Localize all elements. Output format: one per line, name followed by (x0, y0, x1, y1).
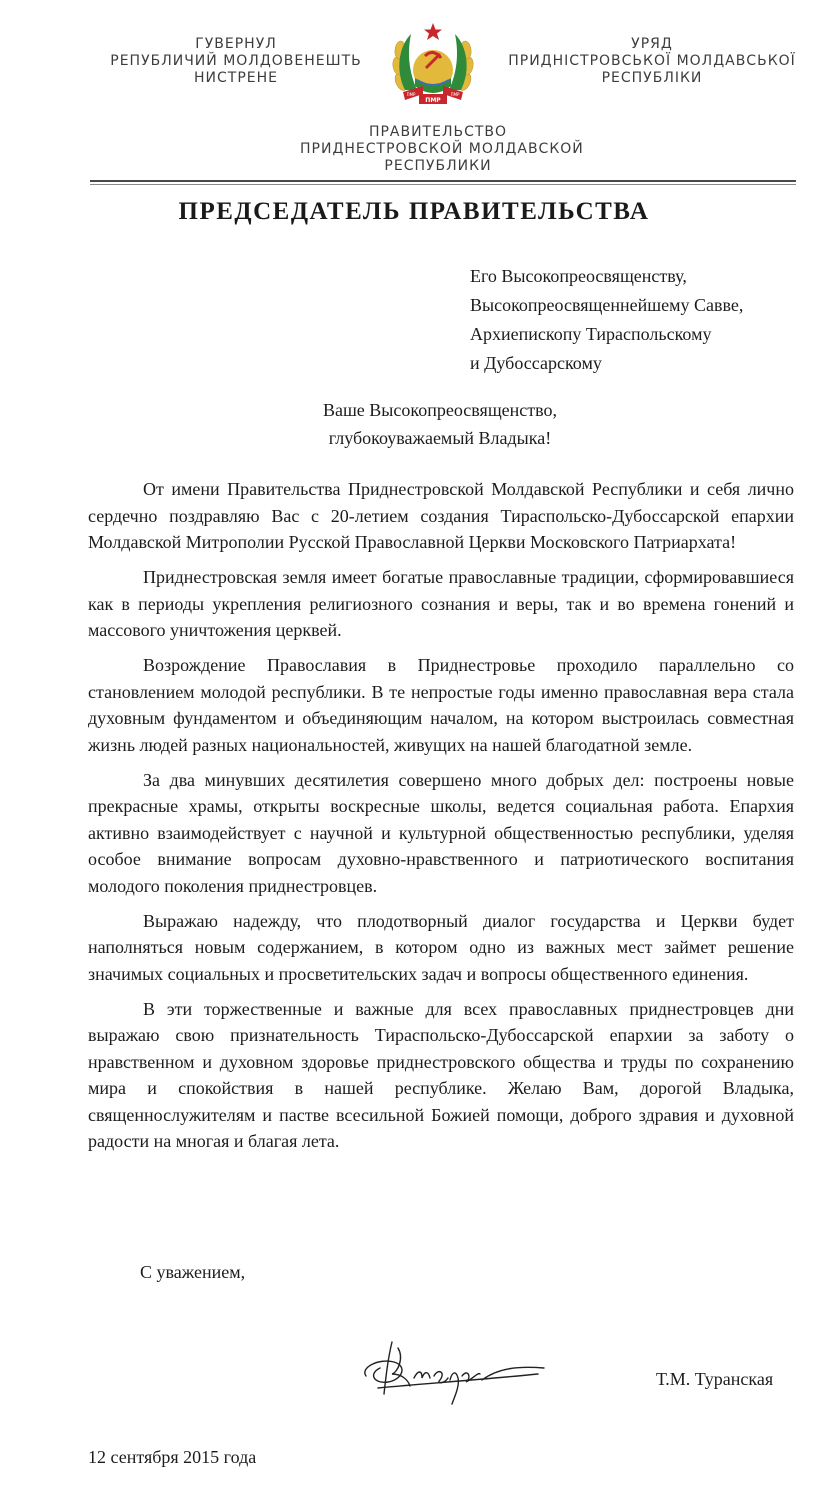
letterhead-russian (300, 124, 584, 175)
letter-date: 12 сентября 2015 года (88, 1447, 257, 1467)
letterhead-divider (90, 180, 796, 182)
addressee-line: Его Высокопреосвященству, (470, 266, 687, 286)
letterhead-ukrainian-line: УРЯД (631, 36, 673, 52)
letterhead-russian-line: ПРАВИТЕЛЬСТВО (368, 124, 508, 140)
salutation (250, 396, 630, 452)
closing-phrase: С уважением, (140, 1262, 246, 1282)
letterhead-ukrainian (507, 36, 797, 87)
letterhead-divider-thin (90, 184, 796, 185)
letterhead-moldovan (105, 36, 367, 87)
body-paragraph: Выражаю надежду, что плодотворный диалог государства и Церкви будет наполняться новым содержанием, в котором одно из важных мест займет решение значимых социальных и просветительских задач и вопросы общественного единения. (88, 910, 794, 984)
body-paragraph: От имени Правительства Приднестровской Молдавской Республики и себя лично сердечно поздравляю Вас с 20-летием создания Тираспольско-Дубоссарской епархии Молдавской Митрополии Русской Православной Церкви Московского Патриархата! (88, 479, 794, 552)
emblem-ribbon-right: ПМР (450, 92, 460, 97)
body-paragraph: В эти торжественные и важные для всех православных приднестровцев дни выражаю свою признательность Тираспольско-Дубоссарской епархии за заботу о нравственном и духовном здоровье приднестровского общества и труды по сохранению мира и спокойствия в нашей республике. Желаю Вам, дорогой Владыка, священнослужителям и пастве всесильной Божией помощи, доброго здравия и духовной радости на многая и благая лета. (88, 998, 794, 1151)
letter-body (88, 476, 794, 1163)
addressee-block (470, 262, 743, 378)
addressee-line: Архиепископу Тираспольскому (470, 324, 712, 344)
emblem-ribbon-left: ПМР (406, 92, 416, 97)
signer-name: Т.М. Туранская (656, 1369, 774, 1389)
letterhead-moldovan-line: РЕПУБЛИЧИЙ МОЛДОВЕНЕШТЬ (110, 53, 362, 69)
state-emblem-icon (389, 20, 477, 114)
addressee-line: Высокопреосвященнейшему Савве, (470, 295, 744, 315)
body-paragraph: Приднестровская земля имеет богатые православные традиции, сформировавшиеся как в периоды укрепления религиозного сознания и веры, так и во времена гонений и массового уничтожения церквей. (88, 567, 794, 640)
letterhead-russian-line: ПРИДНЕСТРОВСКОЙ МОЛДАВСКОЙ (300, 141, 584, 157)
emblem-ribbon-center: ПМР (425, 97, 441, 104)
letterhead-ukrainian-line: РЕСПУБЛІКИ (601, 70, 703, 86)
handwritten-signature (358, 1328, 548, 1408)
letterhead-ukrainian-line: ПРИДНІСТРОВСЬКОЇ МОЛДАВСЬКОЇ (508, 53, 796, 69)
addressee-line: и Дубоссарскому (470, 353, 602, 373)
letterhead-moldovan-line: ГУВЕРНУЛ (195, 36, 277, 52)
salutation-line: Ваше Высокопреосвященство, (322, 400, 558, 420)
letterhead-moldovan-line: НИСТРЕНЕ (194, 70, 278, 86)
body-paragraph: Возрождение Православия в Приднестровье проходило параллельно со становлением молодой республики. В те непростые годы именно православная вера стала духовным фундаментом и объединяющим началом, на котором выстроилась совместная жизнь людей разных национальностей, живущих на нашей благодатной земле. (88, 655, 794, 755)
body-paragraph: За два минувших десятилетия совершено много добрых дел: построены новые прекрасные храмы, открыты воскресные школы, ведется социальная работа. Епархия активно взаимодействует с научной и культурной общественностью республики, уделяя особое внимание вопросам духовно-нравственного и патриотического воспитания молодого поколения приднестровцев. (88, 769, 794, 896)
salutation-line: глубокоуважаемый Владыка! (328, 428, 552, 448)
letterhead-russian-line: РЕСПУБЛИКИ (384, 158, 492, 174)
document-title: ПРЕДСЕДАТЕЛЬ ПРАВИТЕЛЬСТВА (178, 198, 650, 225)
